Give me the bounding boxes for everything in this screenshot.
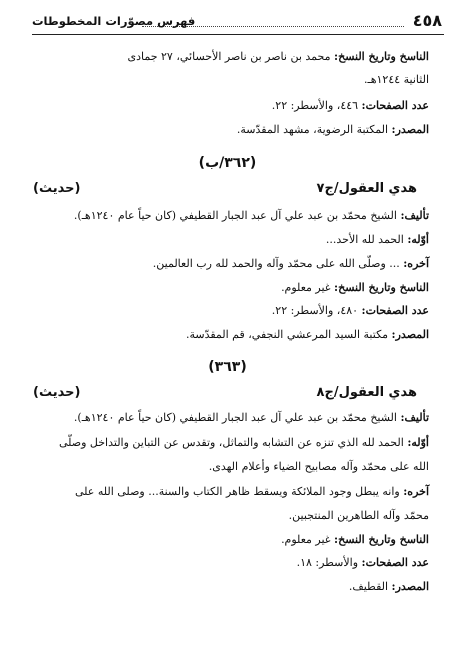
author-value: الشيخ محمّد بن عبد علي آل عبد الجبار القطيفي (كان حياً عام ١٢٤٠هـ). (73, 209, 397, 222)
incipit-value: الحمد لله الذي تنزه عن التشابه والتماثل، وتقدس عن التباين والتداخل وصلّى (58, 436, 404, 449)
copyist-value: غير معلوم. (281, 281, 331, 294)
copyist-label: الناسخ وتاريخ النسخ: (334, 533, 429, 546)
entry-title: هدي العقول/ج٧ (316, 181, 417, 196)
prev-copyist-value-2: الثانية ١٢٤٤هـ. (363, 73, 429, 86)
pages-value: ٤٨٠، والأسطر: ٢٢. (271, 304, 359, 317)
author-label: تأليف: (400, 411, 429, 424)
incipit-label: أوّله: (407, 233, 429, 246)
entry-heading (17, 181, 429, 201)
prev-pages-label: عدد الصفحات: (361, 99, 429, 112)
prev-source-label: المصدر: (391, 123, 429, 136)
explicit-label: آخره: (403, 257, 429, 270)
pages-label: عدد الصفحات: (361, 556, 429, 569)
incipit-value-2: الله على محمّد وآله مصابيح الضياء وأعلام الهدى. (208, 460, 429, 473)
prev-copyist-label: الناسخ وتاريخ النسخ: (334, 50, 429, 63)
incipit-value: الحمد لله الأحد... (325, 233, 404, 246)
entry-category: (حديث) (33, 385, 81, 400)
source-line (17, 327, 429, 343)
incipit-label: أوّله: (407, 436, 429, 449)
source-value: مكتبة السيد المرعشي النجفي، قم المقدّسة. (185, 328, 389, 341)
running-title: فهرس مصوّرات المخطوطات (32, 14, 196, 28)
prev-pages-value: ٤٤٦، والأسطر: ٢٢. (271, 99, 359, 112)
prev-copyist-line (17, 49, 429, 65)
source-label: المصدر: (391, 328, 429, 341)
author-line (17, 208, 429, 224)
incipit-line (17, 232, 429, 248)
author-line (17, 410, 429, 426)
incipit-line-2 (17, 459, 429, 475)
author-value: الشيخ محمّد بن عبد علي آل عبد الجبار القطيفي (كان حياً عام ١٢٤٠هـ). (73, 411, 397, 424)
explicit-line (17, 484, 429, 500)
entry-title: هدي العقول/ج٨ (316, 385, 417, 400)
explicit-line (17, 256, 429, 272)
prev-copyist-line-2 (17, 72, 429, 88)
prev-copyist-value: محمد بن ناصر بن ناصر الأحسائي، ٢٧ جمادى (127, 50, 331, 63)
copyist-label: الناسخ وتاريخ النسخ: (334, 281, 429, 294)
incipit-line (17, 435, 429, 451)
prev-source-line (17, 122, 429, 138)
prev-pages-line (17, 98, 429, 114)
copyist-line (17, 532, 429, 548)
copyist-value: غير معلوم. (281, 533, 331, 546)
explicit-value-2: محمّد وآله الطاهرين المنتجبين. (288, 509, 429, 522)
copyist-line (17, 280, 429, 296)
pages-line (17, 303, 429, 319)
prev-source-value: المكتبة الرضوية، مشهد المقدّسة. (236, 123, 389, 136)
source-line (17, 579, 429, 595)
entry-category: (حديث) (33, 181, 81, 196)
page-number: ٤٥٨ (412, 11, 442, 30)
entry-number: (٣٦٢/ب) (198, 155, 257, 171)
pages-label: عدد الصفحات: (361, 304, 429, 317)
pages-line (17, 555, 429, 571)
explicit-value: وانه يبطل وجود الملائكة ويسقط ظاهر الكتاب والسنة... وصلى الله على (74, 485, 400, 498)
source-label: المصدر: (391, 580, 429, 593)
explicit-value: ... وصلّى الله على محمّد وآله والحمد لله رب العالمين. (152, 257, 400, 270)
explicit-label: آخره: (403, 485, 429, 498)
explicit-line-2 (17, 508, 429, 524)
running-header (32, 10, 444, 35)
entry-heading (17, 385, 429, 405)
entry-number: (٣٦٣) (208, 359, 247, 375)
author-label: تأليف: (400, 209, 429, 222)
pages-value: والأسطر: ١٨. (296, 556, 359, 569)
source-value: القطيف. (348, 580, 389, 593)
